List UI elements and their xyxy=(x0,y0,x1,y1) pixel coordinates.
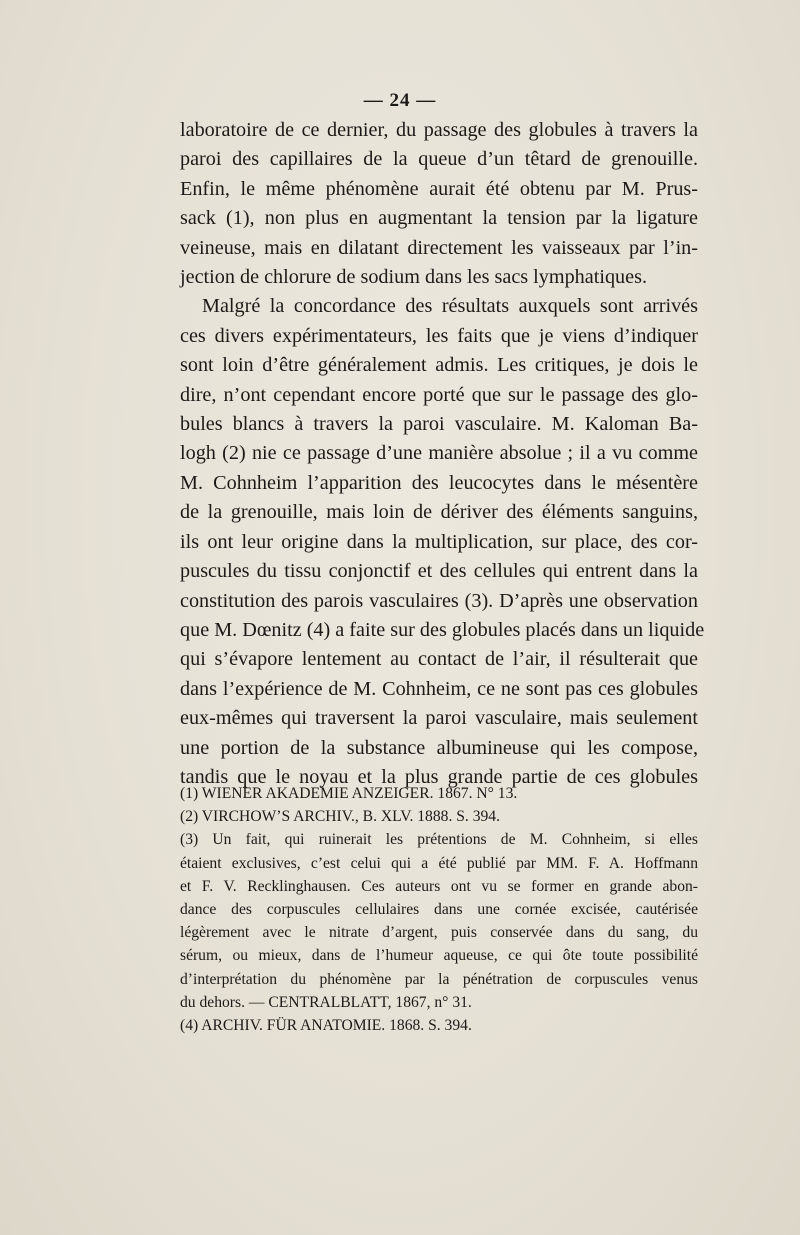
footnote-line: étaient exclusives, c’est celui qui a été publié par MM. F. A. Hoffmann xyxy=(180,854,698,872)
footnote-line: légèrement avec le nitrate d’argent, puis conservée dans du sang, du xyxy=(180,924,698,942)
footnote-line: et F. V. Recklinghausen. Ces auteurs ont vu se former en grande abon- xyxy=(180,877,698,895)
footnote-line: d’interprétation du phénomène par la pénétration de corpuscules venus xyxy=(180,970,698,988)
text-line: dans l’expérience de M. Cohnheim, ce ne sont pas ces globules xyxy=(180,677,698,700)
page-number: — 24 — xyxy=(363,90,437,111)
text-line: Enfin, le même phénomène aurait été obtenu par M. Prus- xyxy=(180,177,698,200)
text-line: qui s’évapore lentement au contact de l’air, il résulterait que xyxy=(180,648,698,671)
footnote-line: (2) VIRCHOW’S ARCHIV., B. XLV. 1888. S. 394. xyxy=(180,808,501,826)
footnote-line: dance des corpuscules cellulaires dans une cornée excisée, cautérisée xyxy=(180,901,698,919)
text-line: tandis que le noyau et la plus grande partie de ces globules xyxy=(180,765,698,788)
footnote-line: (3) Un fait, qui ruinerait les prétentions de M. Cohnheim, si elles xyxy=(180,831,698,849)
text-line: Malgré la concordance des résultats auxquels sont arrivés xyxy=(202,295,698,318)
footnotes xyxy=(180,782,698,1037)
text-line: puscules du tissu conjonctif et des cellules qui entrent dans la xyxy=(180,560,698,583)
text-line: une portion de la substance albumineuse qui les compose, xyxy=(180,736,698,759)
text-line: que M. Dœnitz (4) a faite sur des globules placés dans un liquide xyxy=(180,618,705,641)
text-line: de la grenouille, mais loin de dériver des éléments sanguins, xyxy=(180,501,698,524)
text-line: ces divers expérimentateurs, les faits que je viens d’indiquer xyxy=(180,324,698,347)
footnote-line: du dehors. — CENTRALBLATT, 1867, n° 31. xyxy=(180,993,472,1011)
text-line: veineuse, mais en dilatant directement les vaisseaux par l’in- xyxy=(180,236,698,259)
text-line: sont loin d’être généralement admis. Les critiques, je dois le xyxy=(180,354,698,377)
text-line: M. Cohnheim l’apparition des leucocytes dans le mésentère xyxy=(180,471,698,494)
text-line: sack (1), non plus en augmentant la tension par la ligature xyxy=(180,207,698,230)
text-line: laboratoire de ce dernier, du passage des globules à travers la xyxy=(180,119,698,141)
text-line: ils ont leur origine dans la multiplication, sur place, des cor- xyxy=(180,530,698,553)
footnote-line: (1) WIENER AKADEMIE ANZEIGER. 1867. N° 13. xyxy=(180,785,518,802)
footnote-line: (4) ARCHIV. FÜR ANATOMIE. 1868. S. 394. xyxy=(180,1017,472,1035)
text-line: eux-mêmes qui traversent la paroi vasculaire, mais seulement xyxy=(180,707,698,730)
text-line: bules blancs à travers la paroi vasculaire. M. Kaloman Ba- xyxy=(180,413,698,436)
text-line: dire, n’ont cependant encore porté que sur le passage des glo- xyxy=(180,383,698,406)
text-line: paroi des capillaires de la queue d’un têtard de grenouille. xyxy=(180,148,698,171)
text-line: logh (2) nie ce passage d’une manière absolue ; il a vu comme xyxy=(180,442,698,465)
text-line: constitution des parois vasculaires (3). D’après une observation xyxy=(180,589,698,612)
footnote-line: sérum, ou mieux, dans de l’humeur aqueuse, ce qui ôte toute possibilité xyxy=(180,947,698,965)
text-line: jection de chlorure de sodium dans les sacs lymphatiques. xyxy=(180,266,648,289)
main-text xyxy=(180,116,705,792)
